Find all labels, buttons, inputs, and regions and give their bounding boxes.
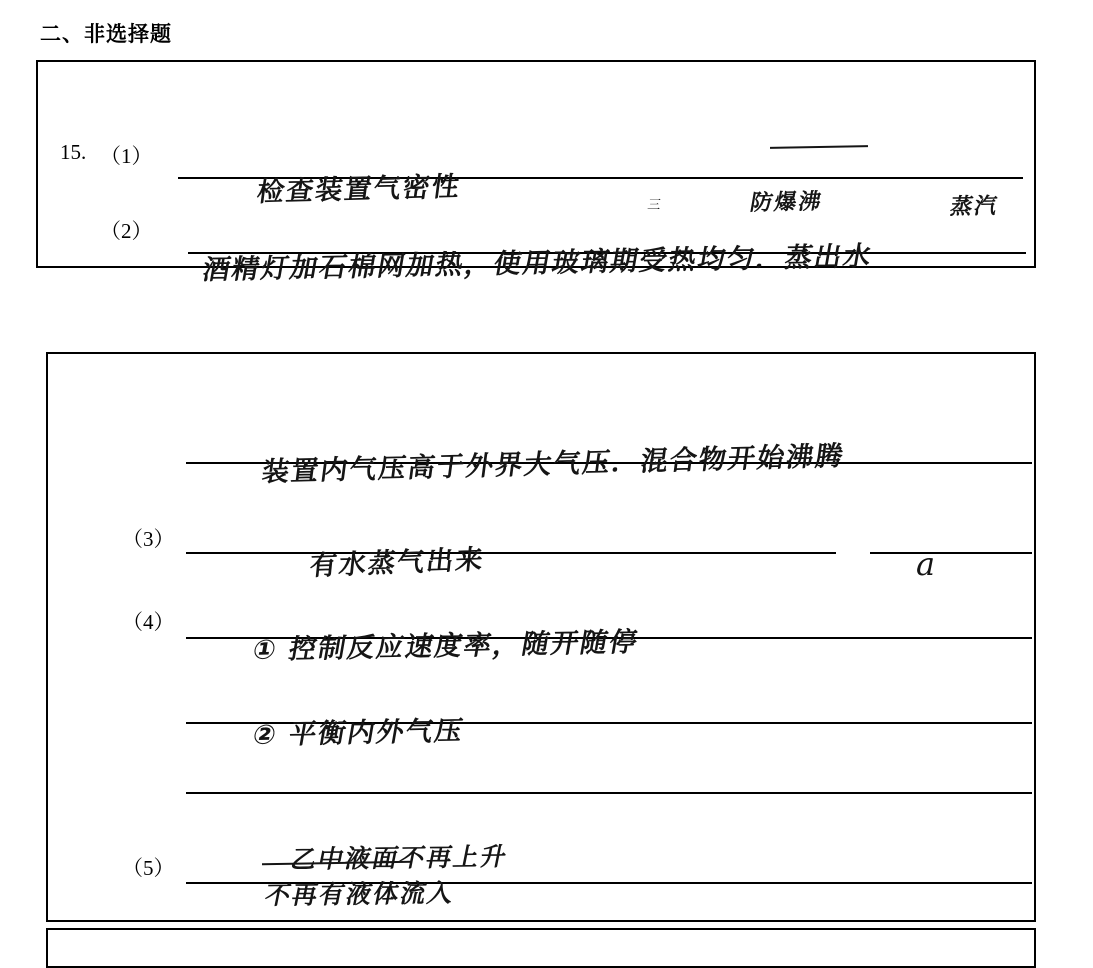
question-number-15: 15. xyxy=(60,140,87,164)
handwriting-part3-main: 有水蒸气出来 xyxy=(308,544,487,583)
section-heading: 二、非选择题 xyxy=(40,23,172,46)
handwriting-part1-extra2: 蒸汽 xyxy=(948,194,1001,221)
answer-box-bottom xyxy=(46,928,1036,968)
handwriting-part5-line1: 乙中液面不再上升 xyxy=(288,841,511,875)
answer-line-4b xyxy=(870,552,1032,554)
label-part-5: （5） xyxy=(122,856,175,880)
label-part-4: （4） xyxy=(122,610,175,634)
handwriting-small-mark: 三 xyxy=(646,198,662,213)
answer-box-top xyxy=(36,60,1036,268)
label-part-1: （1） xyxy=(100,144,153,168)
handwriting-part5-line2: 不再有液体流入 xyxy=(262,878,458,911)
label-part-2: （2） xyxy=(100,219,153,243)
handwriting-part1-main: 检查装置气密性 xyxy=(255,171,463,209)
handwriting-part3-right: a xyxy=(916,545,938,583)
handwriting-part4-item2: ② 平衡内外气压 xyxy=(250,715,467,752)
handwriting-part1-extra1: 防爆沸 xyxy=(748,189,825,217)
answer-line-7 xyxy=(186,792,1032,794)
handwriting-part2-main: 酒精灯加石棉网加热，使用玻璃期受热均匀．蒸出水 xyxy=(200,241,876,287)
answer-line-4 xyxy=(186,552,836,554)
handwriting-part4-item1: ① 控制反应速度率，随开随停 xyxy=(250,626,642,667)
label-part-3: （3） xyxy=(122,527,175,551)
handwriting-part3-top-line: 装置内气压高于外界大气压．混合物开始沸腾 xyxy=(260,440,847,489)
